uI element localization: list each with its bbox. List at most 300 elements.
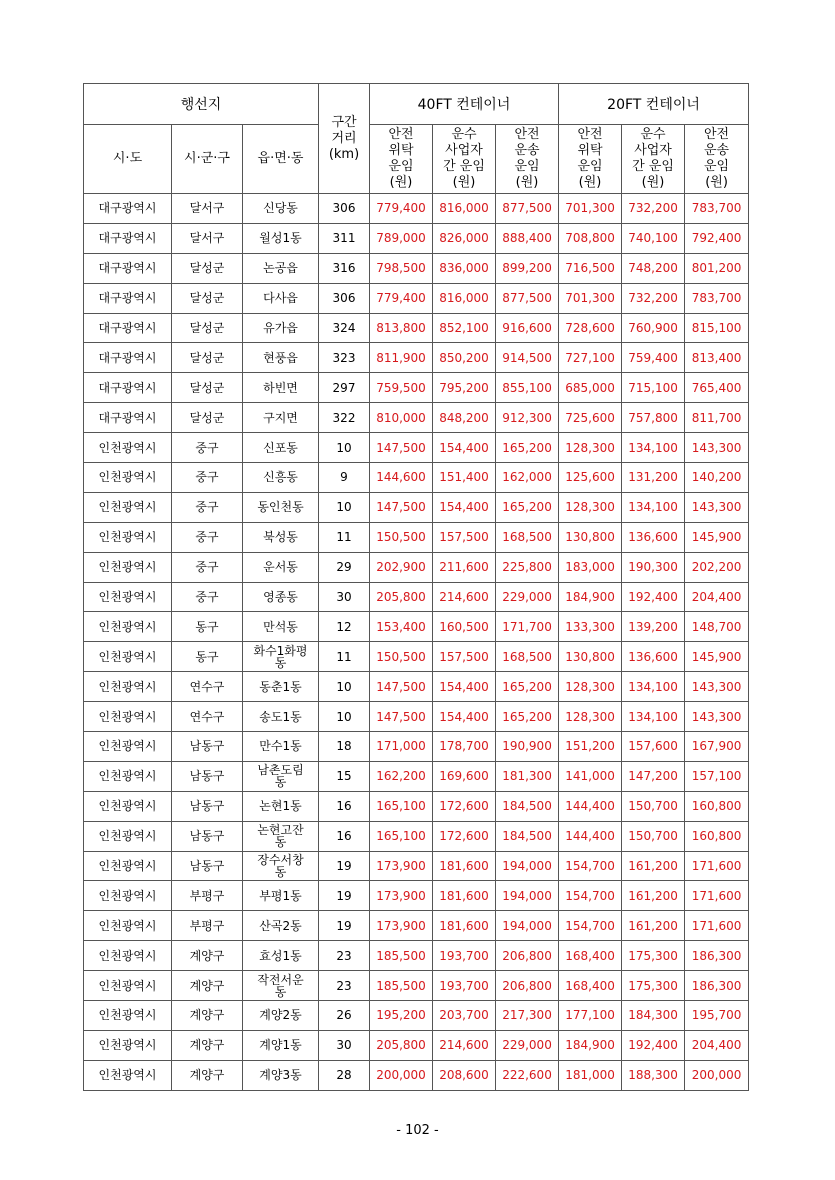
dong-cell: 장수서창 동 — [243, 851, 319, 881]
ft40-safe-consign-cell: 811,900 — [370, 343, 433, 373]
ft20-safe-consign-cell: 130,800 — [559, 642, 622, 672]
ft40-safe-transport-cell: 206,800 — [496, 941, 559, 971]
distance-cell: 23 — [319, 971, 370, 1001]
ft20-safe-transport-cell: 145,900 — [685, 642, 749, 672]
ft20-safe-transport-cell: 143,300 — [685, 492, 749, 522]
ft40-safe-consign-cell: 798,500 — [370, 253, 433, 283]
ft20-carrier-between-cell: 188,300 — [622, 1060, 685, 1090]
ft20-carrier-between-cell: 192,400 — [622, 1030, 685, 1060]
ft20-carrier-between-cell: 161,200 — [622, 851, 685, 881]
ft20-safe-transport-cell: 815,100 — [685, 313, 749, 343]
sido-cell: 대구광역시 — [84, 253, 172, 283]
distance-cell: 23 — [319, 941, 370, 971]
ft40-safe-consign-cell: 171,000 — [370, 732, 433, 762]
ft40-safe-consign-cell: 195,200 — [370, 1001, 433, 1031]
dong-cell: 북성동 — [243, 522, 319, 552]
table-row — [84, 313, 749, 343]
ft20-carrier-between-cell: 131,200 — [622, 463, 685, 493]
sigungu-cell: 달서구 — [172, 194, 243, 224]
dong-cell: 부평1동 — [243, 881, 319, 911]
ft40-carrier-between-header — [433, 125, 496, 194]
ft40-carrier-between-cell: 214,600 — [433, 1030, 496, 1060]
table-row — [84, 761, 749, 791]
ft40-safe-transport-cell: 229,000 — [496, 1030, 559, 1060]
ft40-safe-consign-cell: 789,000 — [370, 223, 433, 253]
ft20-safe-consign-cell: 128,300 — [559, 433, 622, 463]
ft20-safe-transport-cell: 171,600 — [685, 851, 749, 881]
ft20-safe-consign-cell: 128,300 — [559, 702, 622, 732]
ft20-safe-transport-cell: 811,700 — [685, 403, 749, 433]
ft40-safe-transport-cell: 912,300 — [496, 403, 559, 433]
ft20-safe-transport-cell: 143,300 — [685, 702, 749, 732]
ft20-safe-consign-cell: 177,100 — [559, 1001, 622, 1031]
ft20-safe-consign-cell: 183,000 — [559, 552, 622, 582]
ft40-safe-consign-cell: 150,500 — [370, 522, 433, 552]
sigungu-cell: 중구 — [172, 492, 243, 522]
dong-cell: 운서동 — [243, 552, 319, 582]
ft40-safe-consign-cell: 200,000 — [370, 1060, 433, 1090]
ft20-carrier-between-cell: 184,300 — [622, 1001, 685, 1031]
ft40-safe-consign-header — [370, 125, 433, 194]
sido-cell: 인천광역시 — [84, 821, 172, 851]
table-row — [84, 582, 749, 612]
ft20-safe-transport-cell: 140,200 — [685, 463, 749, 493]
sigungu-cell: 달성군 — [172, 253, 243, 283]
ft40-safe-transport-cell: 877,500 — [496, 283, 559, 313]
ft20-safe-consign-cell: 128,300 — [559, 492, 622, 522]
ft40-safe-transport-cell: 181,300 — [496, 761, 559, 791]
table-row — [84, 223, 749, 253]
sigungu-cell: 중구 — [172, 552, 243, 582]
dong-cell: 계양1동 — [243, 1030, 319, 1060]
ft20-carrier-between-cell: 134,100 — [622, 433, 685, 463]
ft40-carrier-between-cell: 848,200 — [433, 403, 496, 433]
sigungu-cell: 부평구 — [172, 881, 243, 911]
table-row — [84, 194, 749, 224]
ft40-safe-transport-cell: 916,600 — [496, 313, 559, 343]
ft40-carrier-between-cell: 852,100 — [433, 313, 496, 343]
distance-cell: 19 — [319, 911, 370, 941]
ft40-safe-transport-cell: 194,000 — [496, 851, 559, 881]
distance-cell: 9 — [319, 463, 370, 493]
ft40-safe-consign-cell: 205,800 — [370, 1030, 433, 1060]
ft20-safe-transport-header — [685, 125, 749, 194]
ft20-safe-consign-cell: 716,500 — [559, 253, 622, 283]
table-row — [84, 971, 749, 1001]
table-row — [84, 522, 749, 552]
ft20-safe-consign-cell: 184,900 — [559, 1030, 622, 1060]
sido-cell: 인천광역시 — [84, 702, 172, 732]
ft40-safe-transport-cell: 899,200 — [496, 253, 559, 283]
table-row — [84, 283, 749, 313]
distance-cell: 10 — [319, 492, 370, 522]
table-row — [84, 463, 749, 493]
ft40-safe-transport-cell: 162,000 — [496, 463, 559, 493]
ft20-safe-transport-cell: 783,700 — [685, 194, 749, 224]
ft20-carrier-between-cell: 748,200 — [622, 253, 685, 283]
ft40-safe-transport-cell: 225,800 — [496, 552, 559, 582]
ft40-carrier-between-cell: 795,200 — [433, 373, 496, 403]
table-row — [84, 253, 749, 283]
table-row — [84, 642, 749, 672]
ft40-safe-transport-cell: 877,500 — [496, 194, 559, 224]
ft40-safe-consign-cell: 165,100 — [370, 791, 433, 821]
ft20-carrier-between-cell: 136,600 — [622, 642, 685, 672]
distance-cell: 11 — [319, 642, 370, 672]
sigungu-cell: 달성군 — [172, 313, 243, 343]
ft20-carrier-between-cell: 732,200 — [622, 283, 685, 313]
ft40-safe-transport-cell: 171,700 — [496, 612, 559, 642]
ft20-safe-consign-cell: 701,300 — [559, 194, 622, 224]
ft40-carrier-between-cell: 211,600 — [433, 552, 496, 582]
sido-header: 시·도 — [84, 125, 172, 194]
ft20-carrier-between-cell: 760,900 — [622, 313, 685, 343]
sido-cell: 대구광역시 — [84, 403, 172, 433]
ft40-carrier-between-cell: 178,700 — [433, 732, 496, 762]
distance-cell: 19 — [319, 851, 370, 881]
ft20-safe-transport-cell: 204,400 — [685, 1030, 749, 1060]
ft40-safe-consign-cell: 147,500 — [370, 433, 433, 463]
ft20-safe-transport-cell: 765,400 — [685, 373, 749, 403]
header-text: 안전 위탁 운임 (원) — [577, 127, 603, 190]
ft40-carrier-between-cell: 154,400 — [433, 702, 496, 732]
sido-cell: 인천광역시 — [84, 732, 172, 762]
dong-cell: 신흥동 — [243, 463, 319, 493]
ft20-carrier-between-cell: 136,600 — [622, 522, 685, 552]
sigungu-cell: 달성군 — [172, 373, 243, 403]
ft20-carrier-between-cell: 161,200 — [622, 881, 685, 911]
sigungu-cell: 남동구 — [172, 732, 243, 762]
ft20-safe-transport-cell: 143,300 — [685, 672, 749, 702]
table-row — [84, 941, 749, 971]
ft40-safe-transport-cell: 184,500 — [496, 791, 559, 821]
ft40-carrier-between-cell: 154,400 — [433, 492, 496, 522]
distance-cell: 322 — [319, 403, 370, 433]
sido-cell: 인천광역시 — [84, 1060, 172, 1090]
ft20-carrier-between-cell: 190,300 — [622, 552, 685, 582]
header-text: 운수 사업자 간 운임 (원) — [632, 127, 674, 190]
ft20-safe-consign-cell: 154,700 — [559, 851, 622, 881]
ft20-carrier-between-cell: 134,100 — [622, 492, 685, 522]
ft20-safe-transport-cell: 195,700 — [685, 1001, 749, 1031]
ft40-safe-consign-cell: 147,500 — [370, 672, 433, 702]
distance-cell: 323 — [319, 343, 370, 373]
sido-cell: 인천광역시 — [84, 522, 172, 552]
ft20-carrier-between-cell: 161,200 — [622, 911, 685, 941]
distance-cell: 29 — [319, 552, 370, 582]
ft20-carrier-between-cell: 175,300 — [622, 941, 685, 971]
dong-cell: 신당동 — [243, 194, 319, 224]
ft20-safe-consign-cell: 168,400 — [559, 971, 622, 1001]
ft40-carrier-between-cell: 208,600 — [433, 1060, 496, 1090]
ft20-carrier-between-cell: 147,200 — [622, 761, 685, 791]
ft40-carrier-between-cell: 214,600 — [433, 582, 496, 612]
sido-cell: 인천광역시 — [84, 642, 172, 672]
distance-cell: 316 — [319, 253, 370, 283]
ft40-carrier-between-cell: 172,600 — [433, 821, 496, 851]
distance-cell: 10 — [319, 702, 370, 732]
sido-cell: 인천광역시 — [84, 1001, 172, 1031]
sido-cell: 대구광역시 — [84, 343, 172, 373]
dong-cell: 만석동 — [243, 612, 319, 642]
distance-cell: 15 — [319, 761, 370, 791]
freight-rate-table — [83, 83, 749, 1091]
dong-cell: 논현1동 — [243, 791, 319, 821]
ft20-safe-consign-cell: 133,300 — [559, 612, 622, 642]
ft40-safe-transport-header — [496, 125, 559, 194]
ft20-carrier-between-header — [622, 125, 685, 194]
ft40-safe-consign-cell: 173,900 — [370, 911, 433, 941]
ft40-safe-transport-cell: 229,000 — [496, 582, 559, 612]
table-row — [84, 1060, 749, 1090]
sido-cell: 인천광역시 — [84, 791, 172, 821]
sigungu-cell: 남동구 — [172, 761, 243, 791]
dong-cell: 산곡2동 — [243, 911, 319, 941]
distance-cell: 30 — [319, 1030, 370, 1060]
dong-cell: 신포동 — [243, 433, 319, 463]
sido-cell: 인천광역시 — [84, 1030, 172, 1060]
ft20-carrier-between-cell: 175,300 — [622, 971, 685, 1001]
ft40-safe-consign-cell: 205,800 — [370, 582, 433, 612]
sido-cell: 인천광역시 — [84, 881, 172, 911]
ft20-safe-consign-cell: 701,300 — [559, 283, 622, 313]
distance-cell: 311 — [319, 223, 370, 253]
sigungu-cell: 남동구 — [172, 851, 243, 881]
ft40-safe-transport-cell: 165,200 — [496, 702, 559, 732]
sido-cell: 인천광역시 — [84, 492, 172, 522]
ft20-safe-transport-cell: 202,200 — [685, 552, 749, 582]
ft20-safe-transport-cell: 148,700 — [685, 612, 749, 642]
ft40-safe-consign-cell: 165,100 — [370, 821, 433, 851]
sigungu-cell: 동구 — [172, 642, 243, 672]
ft20-safe-transport-cell: 171,600 — [685, 911, 749, 941]
sido-cell: 인천광역시 — [84, 612, 172, 642]
sido-cell: 인천광역시 — [84, 552, 172, 582]
ft40-carrier-between-cell: 826,000 — [433, 223, 496, 253]
ft20-safe-consign-cell: 708,800 — [559, 223, 622, 253]
ft40-safe-transport-cell: 165,200 — [496, 433, 559, 463]
table-row — [84, 403, 749, 433]
ft40-safe-consign-cell: 813,800 — [370, 313, 433, 343]
ft40-carrier-between-cell: 169,600 — [433, 761, 496, 791]
ft40-safe-transport-cell: 194,000 — [496, 881, 559, 911]
sigungu-cell: 부평구 — [172, 911, 243, 941]
ft20-safe-consign-cell: 685,000 — [559, 373, 622, 403]
ft20-carrier-between-cell: 740,100 — [622, 223, 685, 253]
ft40-safe-consign-cell: 173,900 — [370, 881, 433, 911]
ft20-safe-transport-cell: 783,700 — [685, 283, 749, 313]
region-header: 행선지 — [84, 84, 319, 125]
ft20-safe-consign-cell: 184,900 — [559, 582, 622, 612]
ft20-safe-transport-cell: 160,800 — [685, 791, 749, 821]
ft40-carrier-between-cell: 203,700 — [433, 1001, 496, 1031]
dong-cell: 화수1화평 동 — [243, 642, 319, 672]
dong-cell: 구지면 — [243, 403, 319, 433]
ft40-safe-consign-cell: 185,500 — [370, 941, 433, 971]
ft40-carrier-between-cell: 181,600 — [433, 851, 496, 881]
ft20-safe-consign-cell: 168,400 — [559, 941, 622, 971]
distance-cell: 16 — [319, 791, 370, 821]
header-text: 안전 위탁 운임 (원) — [388, 127, 414, 190]
ft20-carrier-between-cell: 134,100 — [622, 672, 685, 702]
sigungu-cell: 계양구 — [172, 1030, 243, 1060]
distance-cell: 18 — [319, 732, 370, 762]
table-row — [84, 343, 749, 373]
sigungu-cell: 달성군 — [172, 403, 243, 433]
ft40-safe-transport-cell: 168,500 — [496, 522, 559, 552]
dong-cell: 계양3동 — [243, 1060, 319, 1090]
ft40-carrier-between-cell: 154,400 — [433, 433, 496, 463]
dong-cell: 계양2동 — [243, 1001, 319, 1031]
ft40-safe-transport-cell: 165,200 — [496, 492, 559, 522]
sigungu-cell: 남동구 — [172, 791, 243, 821]
table-row — [84, 552, 749, 582]
ft40-carrier-between-cell: 181,600 — [433, 881, 496, 911]
distance-cell: 26 — [319, 1001, 370, 1031]
dong-cell: 남촌도림 동 — [243, 761, 319, 791]
ft40-safe-transport-cell: 888,400 — [496, 223, 559, 253]
ft40-safe-transport-cell: 206,800 — [496, 971, 559, 1001]
ft40-safe-consign-cell: 147,500 — [370, 702, 433, 732]
ft40-safe-transport-cell: 184,500 — [496, 821, 559, 851]
ft40-carrier-between-cell: 157,500 — [433, 522, 496, 552]
ft20-header: 20FT 컨테이너 — [559, 84, 749, 125]
ft20-safe-consign-cell: 727,100 — [559, 343, 622, 373]
ft40-safe-consign-cell: 147,500 — [370, 492, 433, 522]
ft40-safe-consign-cell: 173,900 — [370, 851, 433, 881]
table-row — [84, 732, 749, 762]
ft20-carrier-between-cell: 157,600 — [622, 732, 685, 762]
distance-cell: 11 — [319, 522, 370, 552]
ft40-carrier-between-cell: 151,400 — [433, 463, 496, 493]
distance-cell: 306 — [319, 194, 370, 224]
sigungu-cell: 중구 — [172, 582, 243, 612]
sigungu-cell: 달성군 — [172, 283, 243, 313]
ft20-carrier-between-cell: 732,200 — [622, 194, 685, 224]
table-row — [84, 433, 749, 463]
ft20-carrier-between-cell: 139,200 — [622, 612, 685, 642]
distance-cell: 306 — [319, 283, 370, 313]
distance-cell: 297 — [319, 373, 370, 403]
ft20-carrier-between-cell: 192,400 — [622, 582, 685, 612]
ft20-safe-consign-cell: 128,300 — [559, 672, 622, 702]
table-row — [84, 612, 749, 642]
table-row — [84, 1030, 749, 1060]
sigungu-cell: 연수구 — [172, 672, 243, 702]
sido-cell: 대구광역시 — [84, 194, 172, 224]
header-text: 안전 운송 운임 (원) — [703, 127, 730, 190]
ft40-carrier-between-cell: 172,600 — [433, 791, 496, 821]
sigungu-cell: 달서구 — [172, 223, 243, 253]
dong-cell: 영종동 — [243, 582, 319, 612]
ft40-safe-consign-cell: 779,400 — [370, 194, 433, 224]
dong-cell: 유가읍 — [243, 313, 319, 343]
ft20-safe-transport-cell: 792,400 — [685, 223, 749, 253]
ft40-safe-consign-cell: 144,600 — [370, 463, 433, 493]
ft40-carrier-between-cell: 193,700 — [433, 971, 496, 1001]
dong-cell: 효성1동 — [243, 941, 319, 971]
ft40-carrier-between-cell: 154,400 — [433, 672, 496, 702]
ft20-safe-consign-cell: 181,000 — [559, 1060, 622, 1090]
ft40-safe-transport-cell: 914,500 — [496, 343, 559, 373]
ft20-safe-consign-cell: 144,400 — [559, 821, 622, 851]
distance-cell: 19 — [319, 881, 370, 911]
sigungu-cell: 중구 — [172, 522, 243, 552]
sido-cell: 대구광역시 — [84, 223, 172, 253]
table-row — [84, 821, 749, 851]
ft20-safe-transport-cell: 160,800 — [685, 821, 749, 851]
ft40-safe-consign-cell: 150,500 — [370, 642, 433, 672]
ft20-safe-consign-cell: 141,000 — [559, 761, 622, 791]
ft40-carrier-between-cell: 160,500 — [433, 612, 496, 642]
table-row — [84, 1001, 749, 1031]
distance-cell: 30 — [319, 582, 370, 612]
sigungu-cell: 계양구 — [172, 1060, 243, 1090]
ft20-carrier-between-cell: 150,700 — [622, 821, 685, 851]
ft40-carrier-between-cell: 816,000 — [433, 194, 496, 224]
distance-cell: 10 — [319, 433, 370, 463]
ft20-safe-consign-cell: 154,700 — [559, 911, 622, 941]
ft40-carrier-between-cell: 816,000 — [433, 283, 496, 313]
ft20-safe-transport-cell: 171,600 — [685, 881, 749, 911]
dong-cell: 다사읍 — [243, 283, 319, 313]
ft40-safe-transport-cell: 194,000 — [496, 911, 559, 941]
ft40-safe-transport-cell: 190,900 — [496, 732, 559, 762]
ft20-safe-consign-cell: 725,600 — [559, 403, 622, 433]
ft20-safe-transport-cell: 200,000 — [685, 1060, 749, 1090]
ft40-safe-transport-cell: 168,500 — [496, 642, 559, 672]
sigungu-cell: 중구 — [172, 433, 243, 463]
ft20-safe-transport-cell: 167,900 — [685, 732, 749, 762]
ft40-safe-consign-cell: 185,500 — [370, 971, 433, 1001]
sido-cell: 대구광역시 — [84, 313, 172, 343]
header-text: 운수 사업자 간 운임 (원) — [443, 127, 485, 190]
sigungu-header: 시·군·구 — [172, 125, 243, 194]
table-row — [84, 851, 749, 881]
distance-cell: 10 — [319, 672, 370, 702]
sido-cell: 인천광역시 — [84, 971, 172, 1001]
distance-cell: 12 — [319, 612, 370, 642]
ft40-header: 40FT 컨테이너 — [370, 84, 559, 125]
sido-cell: 인천광역시 — [84, 851, 172, 881]
dong-cell: 만수1동 — [243, 732, 319, 762]
table-row — [84, 911, 749, 941]
sido-cell: 대구광역시 — [84, 373, 172, 403]
sido-cell: 인천광역시 — [84, 582, 172, 612]
sido-cell: 인천광역시 — [84, 911, 172, 941]
ft20-safe-transport-cell: 204,400 — [685, 582, 749, 612]
ft20-safe-consign-cell: 144,400 — [559, 791, 622, 821]
ft20-safe-consign-cell: 728,600 — [559, 313, 622, 343]
distance-cell: 16 — [319, 821, 370, 851]
dong-cell: 논현고잔 동 — [243, 821, 319, 851]
sido-cell: 대구광역시 — [84, 283, 172, 313]
sigungu-cell: 동구 — [172, 612, 243, 642]
dong-cell: 하빈면 — [243, 373, 319, 403]
ft20-safe-transport-cell: 157,100 — [685, 761, 749, 791]
sigungu-cell: 계양구 — [172, 971, 243, 1001]
sigungu-cell: 계양구 — [172, 1001, 243, 1031]
sigungu-cell: 연수구 — [172, 702, 243, 732]
eupmyeondong-header: 읍·면·동 — [243, 125, 319, 194]
distance-cell: 324 — [319, 313, 370, 343]
dong-cell: 논공읍 — [243, 253, 319, 283]
table-row — [84, 492, 749, 522]
table-row — [84, 672, 749, 702]
table-row — [84, 702, 749, 732]
ft20-safe-transport-cell: 813,400 — [685, 343, 749, 373]
ft20-safe-transport-cell: 143,300 — [685, 433, 749, 463]
